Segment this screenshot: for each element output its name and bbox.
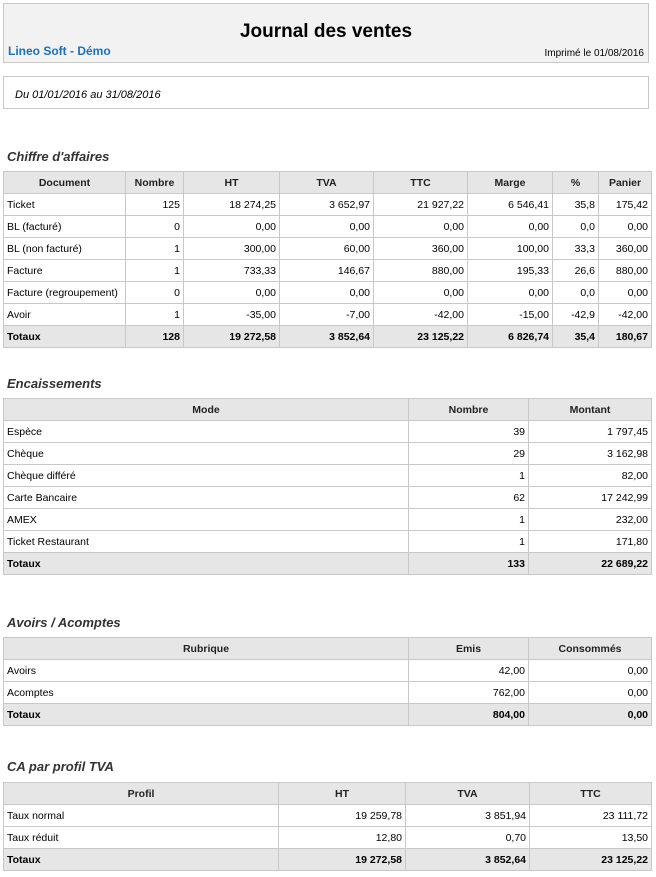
cell: 1 xyxy=(409,509,529,531)
cell: Taux réduit xyxy=(4,827,279,849)
col-montant: Montant xyxy=(529,399,652,421)
cell: Totaux xyxy=(4,704,409,726)
cell: 0 xyxy=(126,282,184,304)
cell: Avoirs xyxy=(4,660,409,682)
cell: AMEX xyxy=(4,509,409,531)
cell: 26,6 xyxy=(553,260,599,282)
table-row xyxy=(4,421,652,443)
cell: Ticket Restaurant xyxy=(4,531,409,553)
table-row xyxy=(4,465,652,487)
table-row xyxy=(4,194,652,216)
cell: 3 162,98 xyxy=(529,443,652,465)
cell: 33,3 xyxy=(553,238,599,260)
table-row xyxy=(4,282,652,304)
cell: -42,9 xyxy=(553,304,599,326)
cell: 0,00 xyxy=(468,282,553,304)
cell: 762,00 xyxy=(409,682,529,704)
cell: 0,00 xyxy=(599,282,652,304)
cell: 171,80 xyxy=(529,531,652,553)
section-title-avoirs: Avoirs / Acomptes xyxy=(7,615,121,630)
cell: BL (facturé) xyxy=(4,216,126,238)
col-emis: Emis xyxy=(409,638,529,660)
cell: 19 272,58 xyxy=(279,849,406,871)
cell: Totaux xyxy=(4,849,279,871)
cell: Espèce xyxy=(4,421,409,443)
cell: 0,00 xyxy=(468,216,553,238)
cell: 146,67 xyxy=(280,260,374,282)
col-mode: Mode xyxy=(4,399,409,421)
cell: Ticket xyxy=(4,194,126,216)
col-consommes: Consommés xyxy=(529,638,652,660)
report-title: Journal des ventes xyxy=(239,21,413,42)
cell: -7,00 xyxy=(280,304,374,326)
cell: 100,00 xyxy=(468,238,553,260)
cell: -42,00 xyxy=(374,304,468,326)
cell: 360,00 xyxy=(599,238,652,260)
cell: Carte Bancaire xyxy=(4,487,409,509)
cell: 39 xyxy=(409,421,529,443)
cell: 3 851,94 xyxy=(406,805,530,827)
cell: 21 927,22 xyxy=(374,194,468,216)
period-box xyxy=(3,76,649,109)
table-row xyxy=(4,827,652,849)
cell: 880,00 xyxy=(374,260,468,282)
cell: Totaux xyxy=(4,326,126,348)
cell: 0,00 xyxy=(599,216,652,238)
cell: -35,00 xyxy=(184,304,280,326)
avoirs-table xyxy=(3,637,652,726)
cell: 23 125,22 xyxy=(530,849,652,871)
cell: 60,00 xyxy=(280,238,374,260)
cell: Facture xyxy=(4,260,126,282)
col-ht: HT xyxy=(279,783,406,805)
cell: 82,00 xyxy=(529,465,652,487)
cell: 1 xyxy=(409,531,529,553)
cell: 125 xyxy=(126,194,184,216)
col-ht: HT xyxy=(184,172,280,194)
cell: 804,00 xyxy=(409,704,529,726)
cell: 23 111,72 xyxy=(530,805,652,827)
table-row xyxy=(4,805,652,827)
table-row xyxy=(4,660,652,682)
cell: 17 242,99 xyxy=(529,487,652,509)
cell: 1 xyxy=(409,465,529,487)
col-percent: % xyxy=(553,172,599,194)
period-text: Du 01/01/2016 au 31/08/2016 xyxy=(15,89,161,101)
cell: Chèque xyxy=(4,443,409,465)
table-row xyxy=(4,531,652,553)
cell: 0,70 xyxy=(406,827,530,849)
enc-header-row xyxy=(4,399,652,421)
cell: 35,4 xyxy=(553,326,599,348)
cell: 0,00 xyxy=(280,282,374,304)
cell: 0,00 xyxy=(184,282,280,304)
cell: 1 xyxy=(126,260,184,282)
section-title-encaissements: Encaissements xyxy=(7,376,102,391)
cell: 128 xyxy=(126,326,184,348)
printed-date: Imprimé le 01/08/2016 xyxy=(544,48,644,59)
ca-table xyxy=(3,171,652,348)
cell: 0,00 xyxy=(529,660,652,682)
col-rubrique: Rubrique xyxy=(4,638,409,660)
cell: 3 852,64 xyxy=(280,326,374,348)
cell: 29 xyxy=(409,443,529,465)
col-profil: Profil xyxy=(4,783,279,805)
cell: 23 125,22 xyxy=(374,326,468,348)
cell: -15,00 xyxy=(468,304,553,326)
cell: 133 xyxy=(409,553,529,575)
cell: 1 797,45 xyxy=(529,421,652,443)
cell: 880,00 xyxy=(599,260,652,282)
cell: 0,00 xyxy=(374,216,468,238)
total-row xyxy=(4,849,652,871)
cell: Totaux xyxy=(4,553,409,575)
cell: 3 652,97 xyxy=(280,194,374,216)
cell: 42,00 xyxy=(409,660,529,682)
col-document: Document xyxy=(4,172,126,194)
cell: Acomptes xyxy=(4,682,409,704)
cell: 195,33 xyxy=(468,260,553,282)
cell: 0 xyxy=(126,216,184,238)
cell: 18 274,25 xyxy=(184,194,280,216)
cell: 1 xyxy=(126,304,184,326)
tva-table xyxy=(3,782,652,871)
col-nombre: Nombre xyxy=(126,172,184,194)
cell: Avoir xyxy=(4,304,126,326)
cell: Facture (regroupement) xyxy=(4,282,126,304)
table-row xyxy=(4,260,652,282)
cell: 0,0 xyxy=(553,282,599,304)
col-panier: Panier xyxy=(599,172,652,194)
cell: Taux normal xyxy=(4,805,279,827)
cell: BL (non facturé) xyxy=(4,238,126,260)
encaissements-table xyxy=(3,398,652,575)
cell: 6 546,41 xyxy=(468,194,553,216)
cell: Chèque différé xyxy=(4,465,409,487)
col-tva: TVA xyxy=(280,172,374,194)
cell: 0,00 xyxy=(184,216,280,238)
col-ttc: TTC xyxy=(530,783,652,805)
cell: 175,42 xyxy=(599,194,652,216)
cell: 12,80 xyxy=(279,827,406,849)
cell: 360,00 xyxy=(374,238,468,260)
report-header xyxy=(3,3,649,63)
cell: -42,00 xyxy=(599,304,652,326)
table-row xyxy=(4,304,652,326)
total-row xyxy=(4,326,652,348)
company-name: Lineo Soft - Démo xyxy=(8,44,111,58)
table-row xyxy=(4,443,652,465)
cell: 0,00 xyxy=(280,216,374,238)
cell: 35,8 xyxy=(553,194,599,216)
cell: 0,00 xyxy=(529,704,652,726)
cell: 62 xyxy=(409,487,529,509)
cell: 300,00 xyxy=(184,238,280,260)
total-row xyxy=(4,704,652,726)
section-title-tva: CA par profil TVA xyxy=(7,759,114,774)
col-marge: Marge xyxy=(468,172,553,194)
cell: 733,33 xyxy=(184,260,280,282)
col-nombre: Nombre xyxy=(409,399,529,421)
cell: 6 826,74 xyxy=(468,326,553,348)
table-row xyxy=(4,487,652,509)
table-row xyxy=(4,509,652,531)
cell: 0,00 xyxy=(374,282,468,304)
table-row xyxy=(4,216,652,238)
cell: 0,00 xyxy=(529,682,652,704)
table-row xyxy=(4,682,652,704)
col-tva: TVA xyxy=(406,783,530,805)
cell: 180,67 xyxy=(599,326,652,348)
col-ttc: TTC xyxy=(374,172,468,194)
cell: 0,0 xyxy=(553,216,599,238)
table-row xyxy=(4,238,652,260)
total-row xyxy=(4,553,652,575)
cell: 232,00 xyxy=(529,509,652,531)
cell: 19 259,78 xyxy=(279,805,406,827)
cell: 3 852,64 xyxy=(406,849,530,871)
tva-header-row xyxy=(4,783,652,805)
section-title-ca: Chiffre d'affaires xyxy=(7,149,110,164)
cell: 1 xyxy=(126,238,184,260)
cell: 22 689,22 xyxy=(529,553,652,575)
avoirs-header-row xyxy=(4,638,652,660)
cell: 13,50 xyxy=(530,827,652,849)
ca-header-row xyxy=(4,172,652,194)
cell: 19 272,58 xyxy=(184,326,280,348)
